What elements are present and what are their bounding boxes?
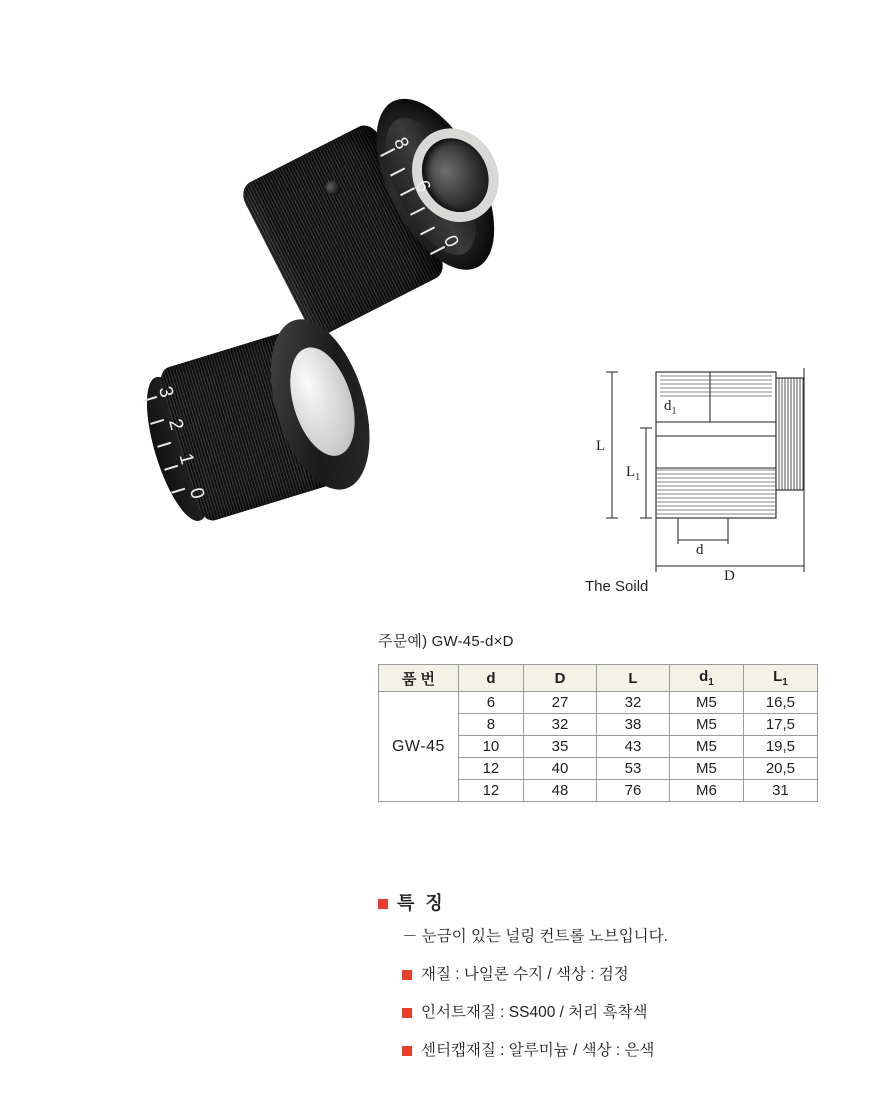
dial-number: 0 [185, 485, 209, 502]
features-section [378, 890, 858, 1077]
col-header-d1: $d_1$ [669, 665, 743, 692]
cell-d1: M6 [669, 780, 743, 802]
drawing-svg [560, 350, 880, 610]
features-title-row [378, 890, 858, 918]
dial-number: 2 [164, 416, 188, 433]
table-row [379, 692, 818, 714]
dial-number: 3 [154, 384, 178, 400]
cell-d1: M5 [669, 692, 743, 714]
bullet-square-icon [402, 1046, 412, 1056]
dial-number: 0 [438, 232, 463, 251]
cell-L: 38 [596, 714, 669, 736]
cell-L1: 20,5 [743, 758, 817, 780]
drawing-label-L: L [596, 438, 606, 454]
cell-L: 32 [596, 692, 669, 714]
feature-item [402, 1001, 858, 1025]
cell-D: 48 [523, 780, 596, 802]
cell-L: 43 [596, 736, 669, 758]
order-example-text: 주문예) GW-45-d×D [378, 633, 514, 650]
features-title: 특 징 [397, 893, 446, 913]
table-header-row [379, 665, 818, 692]
cell-L1: 16,5 [743, 692, 817, 714]
bullet-square-icon [378, 899, 388, 909]
dial-number: 8 [389, 134, 413, 153]
feature-item-label: 센터캡재질 : 알루미늄 / 색상 : 은색 [421, 1041, 655, 1059]
spec-table [378, 664, 818, 802]
cell-d1: M5 [669, 714, 743, 736]
drawing-label-D: D [724, 568, 735, 584]
cell-D: 35 [523, 736, 596, 758]
dial-number: 1 [174, 451, 198, 467]
cell-D: 32 [523, 714, 596, 736]
cell-d: 12 [458, 758, 523, 780]
cell-L: 76 [596, 780, 669, 802]
col-header-L: L [596, 665, 669, 692]
col-header-partno: 품 번 [379, 665, 459, 692]
cell-d1: M5 [669, 736, 743, 758]
cell-d: 10 [458, 736, 523, 758]
cell-d: 6 [458, 692, 523, 714]
cell-d: 12 [458, 780, 523, 802]
cell-L1: 19,5 [743, 736, 817, 758]
technical-drawing [560, 350, 880, 610]
cell-L1: 31 [743, 780, 817, 802]
cell-L: 53 [596, 758, 669, 780]
drawing-label-d: d [696, 542, 704, 558]
cell-D: 27 [523, 692, 596, 714]
bullet-square-icon [402, 1008, 412, 1018]
product-photo-area [120, 70, 570, 550]
cell-L1: 17,5 [743, 714, 817, 736]
drawing-label-d1: $d_1$ [664, 398, 677, 417]
cell-partno: GW-45 [379, 692, 459, 802]
drawing-caption: The Soild [585, 578, 649, 595]
bullet-square-icon [402, 970, 412, 980]
cell-D: 40 [523, 758, 596, 780]
feature-item [402, 1039, 858, 1063]
cell-d: 8 [458, 714, 523, 736]
col-header-d: d [458, 665, 523, 692]
cell-d1: M5 [669, 758, 743, 780]
feature-item-label: 재질 : 나일론 수지 / 색상 : 검정 [421, 965, 629, 983]
drawing-label-L1: $L_1$ [626, 464, 641, 483]
col-header-D: D [523, 665, 596, 692]
feature-item [402, 963, 858, 987]
features-dash-item: － 눈금이 있는 널링 컨트롤 노브입니다. [402, 927, 668, 945]
feature-item-label: 인서트재질 : SS400 / 처리 흑착색 [421, 1003, 648, 1021]
col-header-L1: $L_1$ [743, 665, 817, 692]
dial-number: 6 [410, 177, 435, 196]
